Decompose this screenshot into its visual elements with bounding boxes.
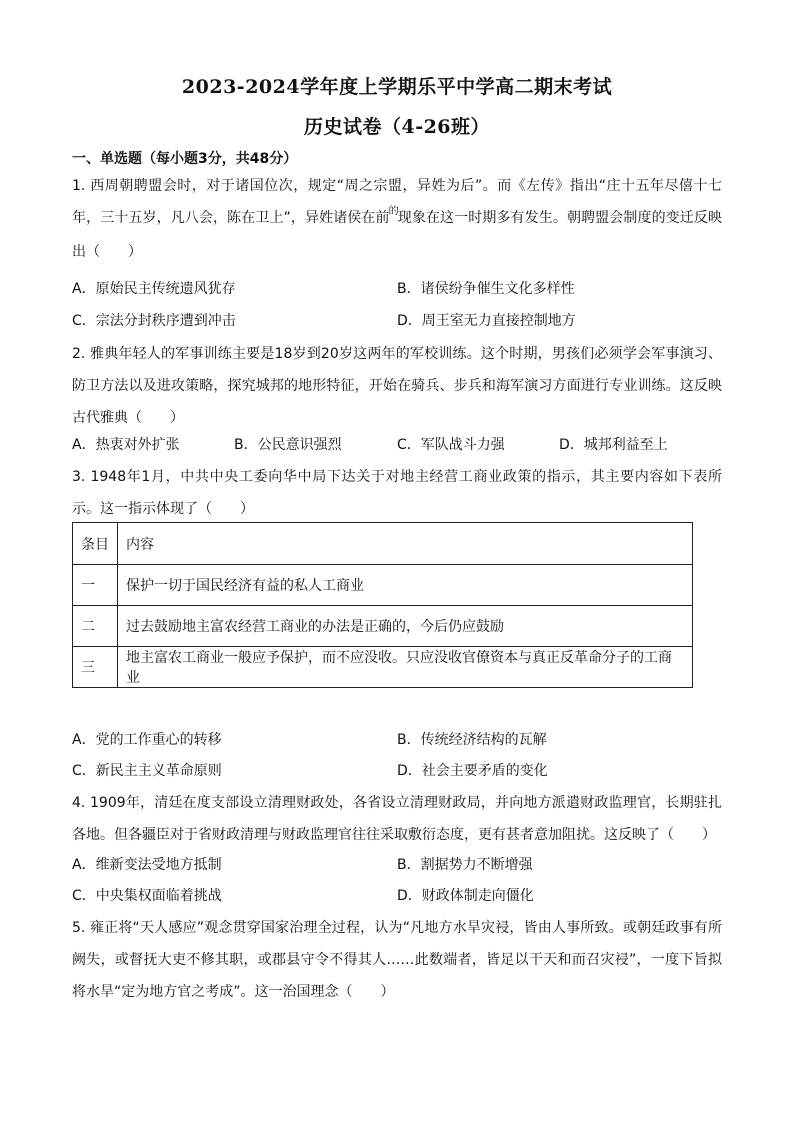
question-1-option-a[interactable]: A．原始民主传统遗风犹存 <box>72 281 236 297</box>
question-1-stem-part2: 现象在这一时期多有发生。朝聘盟会制度的变迁反映出（ ） <box>72 210 722 260</box>
exam-subtitle: 历史试卷（4-26班） <box>303 116 491 138</box>
question-4-option-a[interactable]: A．维新变法受地方抵制 <box>72 857 222 873</box>
question-2-option-c[interactable]: C．军队战斗力强 <box>397 437 505 453</box>
question-3-option-b[interactable]: B．传统经济结构的瓦解 <box>397 732 547 748</box>
table-header-cell: 内容 <box>118 523 693 565</box>
question-2-option-b[interactable]: B．公民意识强烈 <box>234 437 342 453</box>
table-header-cell: 条目 <box>73 523 118 565</box>
table-cell: 过去鼓励地主富农经营工商业的办法是正确的，今后仍应鼓励 <box>118 606 693 647</box>
question-4-option-c[interactable]: C．中央集权面临着挑战 <box>72 888 222 904</box>
question-1-stem-superscript: 的 <box>388 206 399 217</box>
table-cell: 一 <box>73 565 118 606</box>
section-heading: 一、单选题（每小题3分，共48分） <box>72 151 298 167</box>
table-header-row <box>73 523 693 565</box>
question-3-option-a[interactable]: A．党的工作重心的转移 <box>72 732 222 748</box>
table-cell: 保护一切于国民经济有益的私人工商业 <box>118 565 693 606</box>
question-2-option-d[interactable]: D．城邦利益至上 <box>559 437 668 453</box>
question-3-option-d[interactable]: D．社会主要矛盾的变化 <box>397 763 548 779</box>
question-1-stem-part1: 1. 西周朝聘盟会时，对于诸国位次，规定“周之宗盟，异姓为后”。而《左传》指出“庄十五年尽僖十七年，三十五岁，凡八会，陈在卫上”，异姓诸侯在前 <box>72 178 722 226</box>
question-2-stem: 2. 雅典年轻人的军事训练主要是18岁到20岁这两年的军校训练。这个时期，男孩们必须学会军事演习、防卫方法以及进攻策略，探究城邦的地形特征，开始在骑兵、步兵和海军演习方面进行专业训练。这反映古代雅典（ ） <box>72 346 722 426</box>
question-4-stem: 4. 1909年，清廷在度支部设立清理财政处，各省设立清理财政局，并向地方派遣财政监理官，长期驻扎各地。但各疆臣对于省财政清理与财政监理官往往采取敷衍态度，更有甚者意加阻扰。这反映了（ ） <box>72 795 722 843</box>
table-row <box>73 606 693 647</box>
question-1-option-d[interactable]: D．周王室无力直接控制地方 <box>397 313 576 329</box>
table-cell: 地主富农工商业一般应予保护，而不应没收。只应没收官僚资本与真正反革命分子的工商业 <box>118 647 693 688</box>
question-5-stem: 5. 雍正将“天人感应”观念贯穿国家治理全过程，认为“凡地方水旱灾祲，皆由人事所致。或朝廷政事有所阙失，或督抚大吏不修其职，或郡县守令不得其人……此数端者，皆足以干天和而召灾祲”，一度下旨拟将水旱“定为地方官之考成”。这一治国理念（ ） <box>72 920 722 1000</box>
question-1-option-c[interactable]: C．宗法分封秩序遭到冲击 <box>72 313 236 329</box>
table-cell: 三 <box>73 647 118 688</box>
table-row <box>73 565 693 606</box>
question-3-option-c[interactable]: C．新民主主义革命原则 <box>72 763 222 779</box>
table-cell: 二 <box>73 606 118 647</box>
question-3-stem: 3. 1948年1月，中共中央工委向华中局下达关于对地主经营工商业政策的指示，其主要内容如下表所示。这一指示体现了（ ） <box>72 469 722 517</box>
question-1-option-b[interactable]: B．诸侯纷争催生文化多样性 <box>397 281 575 297</box>
table-row <box>73 647 693 688</box>
question-4-option-d[interactable]: D．财政体制走向僵化 <box>397 888 534 904</box>
question-3-table <box>72 522 693 688</box>
question-1-stem <box>72 170 722 268</box>
question-2-option-a[interactable]: A．热衷对外扩张 <box>72 437 180 453</box>
question-4-option-b[interactable]: B．割据势力不断增强 <box>397 857 533 873</box>
exam-title: 2023-2024学年度上学期乐平中学高二期末考试 <box>181 76 613 98</box>
